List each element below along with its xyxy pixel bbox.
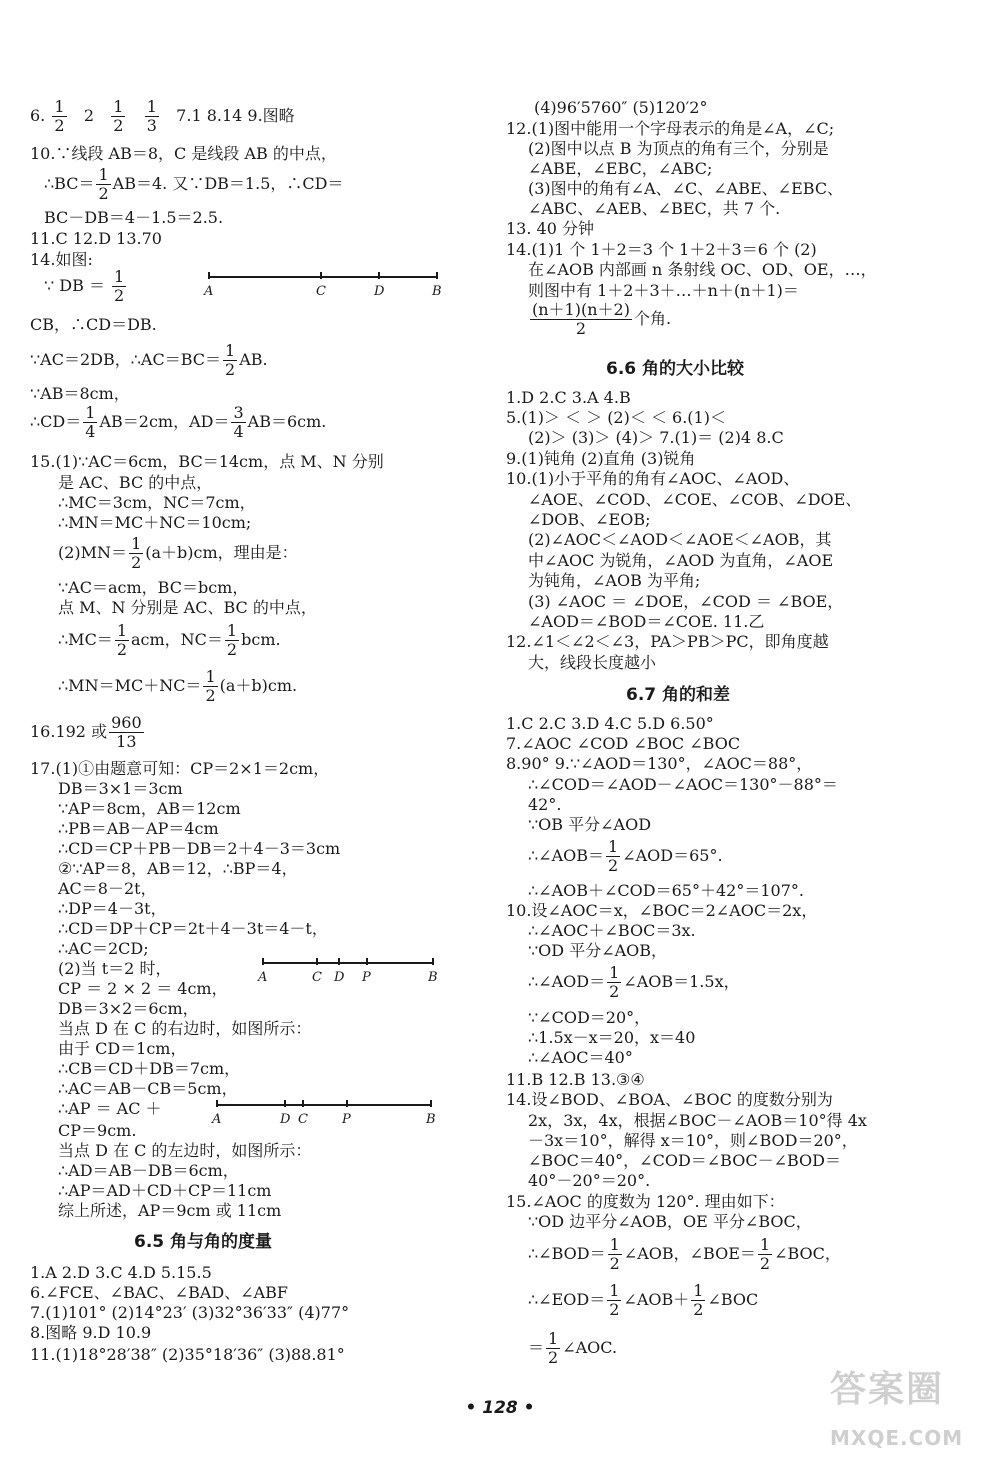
watermark-logo [830,1369,995,1460]
text: ∠BOC [707,1290,759,1309]
answer-line: ∴∠AOB＋∠COD＝65°＋42°＝107°. [528,881,804,900]
numerator: 1 [113,97,124,116]
answer-line [30,98,295,135]
section-heading: 6.5 角与角的度量 [134,1232,273,1252]
answer-line: BC－DB＝4－1.5＝2.5. [44,208,224,227]
answer-line: CP＝9cm. [58,1121,137,1140]
text: ∴∠BOD＝ [528,1244,606,1263]
answer-line: 13. 40 分钟 [506,219,594,238]
answer-line: CP ＝ 2 × 2 ＝ 4cm， [58,979,228,998]
answer-line: 由于 CD＝1cm， [58,1039,187,1058]
numerator: 1 [609,1281,620,1300]
answer-line [30,714,146,751]
answer-line: 17.(1)①由题意可知：CP＝2×1＝2cm， [30,759,330,778]
segment-line [216,1104,432,1106]
answer-line: ∴AP＝AD＋CD＋CP＝11cm [58,1181,272,1200]
answer-line: 40°－20°＝20°. [528,1171,651,1190]
section-heading: 6.7 角的和差 [626,685,731,705]
point-mark [432,958,434,965]
denominator: 2 [205,686,216,705]
point-label: C [312,970,322,985]
answer-line: 42°. [528,795,562,814]
fraction [52,98,66,135]
point-mark [208,272,210,279]
answer-line: 7.(1)101° (2)14°23′ (3)32°36′33″ (4)77° [30,1303,350,1322]
fraction [96,166,110,203]
point-mark [346,1100,348,1107]
answer-line: (2)当 t＝2 时， [58,959,172,978]
numerator: 3 [233,403,244,422]
answer-line: ∠ABE，∠EBC，∠ABC; [528,159,713,178]
fraction [203,668,217,705]
answer-line: 5.(1)＞ ＜ ＞ (2)＜ ＜ 6.(1)＜ [506,408,726,427]
answer-line: ∠DOB、∠EOB; [528,510,651,529]
answer-line: ∵OD 边平分∠AOB，OE 平分∠BOC， [528,1212,812,1231]
denominator: 4 [85,422,96,441]
answer-line: 14.设∠BOD、∠BOA、∠BOC 的度数分别为 [506,1090,833,1109]
denominator: 4 [233,422,244,441]
answer-line: 9.(1)钝角 (2)直角 (3)锐角 [506,449,696,468]
point-label: P [362,970,371,985]
answer-line [58,668,297,705]
answer-line: ∵OB 平分∠AOD [528,815,652,834]
answer-line [58,622,281,659]
point-mark [338,958,340,965]
answer-line [30,342,268,379]
section-heading: 6.6 角的大小比较 [606,359,745,379]
answer-line: ∵AB＝8cm， [30,384,130,403]
answer-line: CB，∴CD＝DB. [30,315,157,334]
fraction [231,404,245,441]
denominator: 3 [146,116,157,135]
text: AB＝2cm，AD＝ [99,412,230,431]
denominator: 2 [548,1348,559,1367]
answer-line [528,1282,758,1319]
text: AB. [239,350,268,369]
answer-line: ∴CD＝CP＋PB－DB＝2＋4－3＝3cm [58,839,341,858]
fraction [223,342,237,379]
denominator: 2 [575,319,587,338]
answer-line: ∠BOC＝40°，∠COD＝∠BOC－∠BOD＝ [528,1151,842,1170]
answer-line: ∴AC＝2CD; [58,939,149,958]
segment-line [262,962,434,964]
answer-line: 12.∠1＜∠2＜∠3，PA＞PB＞PC，即角度越 [506,632,829,651]
point-label: C [298,1112,308,1127]
answer-line: ∠AOD＝∠BOD＝∠COE. 11.乙 [528,612,765,631]
answer-line: －3x＝10°，解得 x＝10°，则∠BOD＝20°， [528,1131,858,1150]
answer-line: 10.设∠AOC＝x，∠BOC＝2∠AOC＝2x， [506,901,818,920]
numerator: 1 [693,1281,704,1300]
point-mark [284,1100,286,1107]
point-label: D [374,284,385,299]
numerator: 1 [205,667,216,686]
answer-line: (4)96′5760″ (5)120′2° [534,98,708,117]
denominator: 2 [116,640,127,659]
fraction [607,964,621,1001]
denominator: 2 [114,286,125,305]
answer-line [528,1330,617,1367]
numerator: 1 [85,403,96,422]
point-label: D [334,970,345,985]
denominator: 2 [609,1254,620,1273]
point-mark [302,1100,304,1107]
denominator: 2 [225,360,236,379]
numerator: 1 [98,165,109,184]
denominator: 2 [113,116,124,135]
text: ∴MC＝ [58,630,113,649]
answer-line: 当点 D 在 C 的右边时，如图所示： [58,1019,312,1038]
answer-line: (2)＞ (3)＞ (4)＞ 7.(1)＝ (2)4 8.C [528,428,784,447]
answer-line [44,268,128,305]
watermark-url: MXQE.COM [830,1426,964,1450]
numerator: 1 [225,341,236,360]
denominator: 2 [609,982,620,1001]
text: ∠AOB，∠BOE＝ [623,1244,756,1263]
fraction [111,98,125,135]
text: ∠AOD＝65°. [622,846,723,865]
text: ∴∠AOB＝ [528,846,605,865]
fraction [145,98,159,135]
answer-line: 15.∠AOC 的度数为 120°. 理由如下： [506,1192,785,1211]
point-label: B [432,284,442,299]
answer-line [44,166,343,203]
point-mark [316,958,318,965]
denominator: 2 [609,1300,620,1319]
numerator: 1 [146,97,157,116]
answer-line: ∴AP ＝ AC ＋ [58,1099,162,1118]
fraction [83,404,97,441]
answer-line: 10.(1)小于平角的角有∠AOC、∠AOD、 [506,469,800,488]
text: 个角. [633,309,672,328]
segment-line [208,276,438,278]
numerator: 1 [548,1329,559,1348]
text: ∴∠AOD＝ [528,972,606,991]
text: AB＝4. 又∵DB＝1.5，∴CD＝ [112,174,344,193]
numerator: 1 [609,963,620,982]
point-label: P [342,1112,351,1127]
answer-line: ∴PB＝AB－AP＝4cm [58,819,219,838]
numerator: (n＋1)(n＋2) [532,300,630,319]
answer-line: ②∵AP＝8，AB＝12，∴BP＝4， [58,859,298,878]
fraction [112,268,126,305]
answer-line [30,404,326,441]
answer-line: ∴CB＝CD＋DB＝7cm， [58,1059,241,1078]
point-mark [262,958,264,965]
answer-line: DB＝3×1＝3cm [58,779,183,798]
answer-line: AC＝8－2t， [58,879,157,898]
text: acm，NC＝ [131,630,223,649]
text: ∴CD＝ [30,412,82,431]
fraction [546,1330,560,1367]
answer-line: ∵OD 平分∠AOB， [528,941,668,960]
answer-line: ∵AP＝8cm，AB＝12cm [58,799,241,818]
text: ∠AOC. [562,1338,618,1357]
answer-line: ∴CD＝DP＋CP＝2t＋4－3t＝4－t， [58,919,328,938]
answer-line: 14.(1)1 个 1＋2＝3 个 1＋2＋3＝6 个 (2) [506,240,817,259]
numerator: 1 [116,621,127,640]
numerator: 1 [114,267,125,286]
fraction [530,301,632,338]
answer-line: 综上所述，AP＝9cm 或 11cm [58,1201,282,1220]
point-label: C [316,284,326,299]
answer-line: 当点 D 在 C 的左边时，如图所示： [58,1141,312,1160]
answer-line: 8.图略 9.D 10.9 [30,1323,152,1342]
text: 7.1 8.14 9.图略 [176,106,295,125]
denominator: 2 [759,1254,771,1273]
denominator: 2 [608,856,619,875]
text: AB＝6cm. [247,412,327,431]
denominator: 2 [226,640,238,659]
text: (2)MN＝ [58,543,128,562]
numerator: 1 [759,1235,771,1254]
text: ∴BC＝ [44,174,95,193]
answer-line: 大，线段长度越小 [528,653,657,672]
point-label: A [212,1112,222,1127]
point-mark [216,1100,218,1107]
answer-line: 11.(1)18°28′38″ (2)35°18′36″ (3)88.81° [30,1345,345,1364]
answer-line: (2)∠AOC＜∠AOD＜∠AOE＜∠AOB，其 [528,530,832,549]
denominator: 13 [116,732,137,751]
answer-line [528,1236,841,1273]
answer-line: 7.∠AOC ∠COD ∠BOC ∠BOC [506,734,741,753]
answer-line: (3)图中的角有∠A、∠C、∠ABE、∠EBC、 [528,179,844,198]
numerator: 1 [226,621,238,640]
answer-line: ∴∠AOC＝40° [528,1048,633,1067]
text: ∵ DB ＝ [44,276,105,295]
answer-line: 是 AC、BC 的中点， [58,473,213,492]
point-label: A [204,284,214,299]
answer-line: (2)图中以点 B 为顶点的角有三个，分别是 [528,139,829,158]
answer-line: ∴∠COD＝∠AOD－∠AOC＝130°－88°＝ [528,775,838,794]
text: ∠BOC， [774,1244,841,1263]
answer-line: (3) ∠AOC ＝ ∠DOE，∠COD ＝ ∠BOE， [528,592,844,611]
numerator: 1 [608,837,619,856]
denominator: 2 [54,116,65,135]
answer-line: 1.A 2.D 3.C 4.D 5.15.5 [30,1263,212,1282]
answer-line: 15.(1)∵AC＝6cm，BC＝14cm，点 M、N 分别 [30,452,384,471]
answer-line: 11.C 12.D 13.70 [30,229,162,248]
text: ∠AOB＝1.5x， [623,972,740,991]
answer-line: 1.C 2.C 3.D 4.C 5.D 6.50° [506,714,714,733]
answer-line [528,301,671,338]
answer-line: ∠AOE、∠COD、∠COE、∠COB、∠DOE、 [528,490,862,509]
answer-line: ∴MC＝3cm，NC＝7cm， [58,493,256,512]
fraction [606,838,620,875]
answer-line: 则图中有 1＋2＋3＋…＋n＋(n＋1)＝ [528,281,799,300]
answer-line: ∵AC＝acm，BC＝bcm， [58,578,249,597]
answer-line: 点 M、N 分别是 AC、BC 的中点， [58,598,317,617]
fraction [607,1282,621,1319]
point-label: B [428,970,438,985]
answer-line [58,535,298,572]
point-mark [320,272,322,279]
answer-line: ∵∠COD＝20°， [528,1008,651,1027]
answer-line: ∠ABC、∠AEB、∠BEC，共 7 个. [528,199,781,218]
answer-line: 10.∵线段 AB＝8，C 是线段 AB 的中点， [30,144,337,163]
text: ＝ [528,1338,545,1357]
answer-line: ∴DP＝4－3t， [58,899,167,918]
answer-line: ∴∠AOC＋∠BOC＝3x. [528,921,696,940]
answer-line: 14.如图: [30,250,93,269]
fraction [758,1236,772,1273]
answer-line: ∴MN＝MC＋NC＝10cm; [58,513,252,532]
fraction [691,1282,705,1319]
text: ∠AOB＋ [623,1290,690,1309]
fraction [115,622,129,659]
text: 2 [83,106,94,125]
answer-line: 6.∠FCE、∠BAC、∠BAD、∠ABF [30,1283,289,1302]
answer-line: 12.(1)图中能用一个字母表示的角是∠A，∠C; [506,119,835,138]
numerator: 1 [54,97,65,116]
answer-line: 11.B 12.B 13.③④ [506,1070,645,1089]
text: (a＋b)cm，理由是： [145,543,298,562]
fraction [109,714,144,751]
denominator: 2 [98,184,109,203]
answer-line: 1.D 2.C 3.A 4.B [506,388,631,407]
answer-line: DB＝3×2＝6cm， [58,999,199,1018]
numerator: 1 [131,534,142,553]
denominator: 2 [693,1300,704,1319]
fraction [129,535,143,572]
watermark-title: 答案圈 [830,1369,945,1410]
answer-line [528,838,723,875]
point-label: D [280,1112,291,1127]
answer-line: 在∠AOB 内部画 n 条射线 OC、OD、OE，…， [528,260,877,279]
fraction [608,1236,622,1273]
denominator: 2 [131,553,142,572]
numerator: 1 [609,1235,620,1254]
answer-line: 2x，3x，4x，根据∠BOC－∠AOB＝10°得 4x [528,1111,867,1130]
point-mark [378,272,380,279]
text: bcm. [241,630,281,649]
point-mark [430,1100,432,1107]
answer-line: ∴AD＝AB－DB＝6cm， [58,1161,239,1180]
text: ∴∠EOD＝ [528,1290,606,1309]
text: ∴MN＝MC＋NC＝ [58,676,202,695]
answer-line: 8.90° 9.∵∠AOD＝130°，∠AOC＝88°， [506,754,813,773]
answer-line: ∴AC＝AB－CB＝5cm， [58,1079,238,1098]
point-label: A [258,970,268,985]
text: 6. [30,106,46,125]
answer-line [528,964,740,1001]
text: 16.192 或 [30,722,108,741]
numerator: 960 [111,713,142,732]
text: (a＋b)cm. [219,676,298,695]
point-mark [436,272,438,279]
answer-line: 为钝角，∠AOB 为平角; [528,571,701,590]
point-mark [366,958,368,965]
answer-line: ∴1.5x－x＝20，x＝40 [528,1028,696,1047]
fraction [225,622,239,659]
text: ∵AC＝2DB，∴AC＝BC＝ [30,350,222,369]
answer-line: 中∠AOC 为锐角，∠AOD 为直角，∠AOE [528,551,834,570]
point-label: B [426,1112,436,1127]
page-number: • 128 • [465,1398,535,1418]
